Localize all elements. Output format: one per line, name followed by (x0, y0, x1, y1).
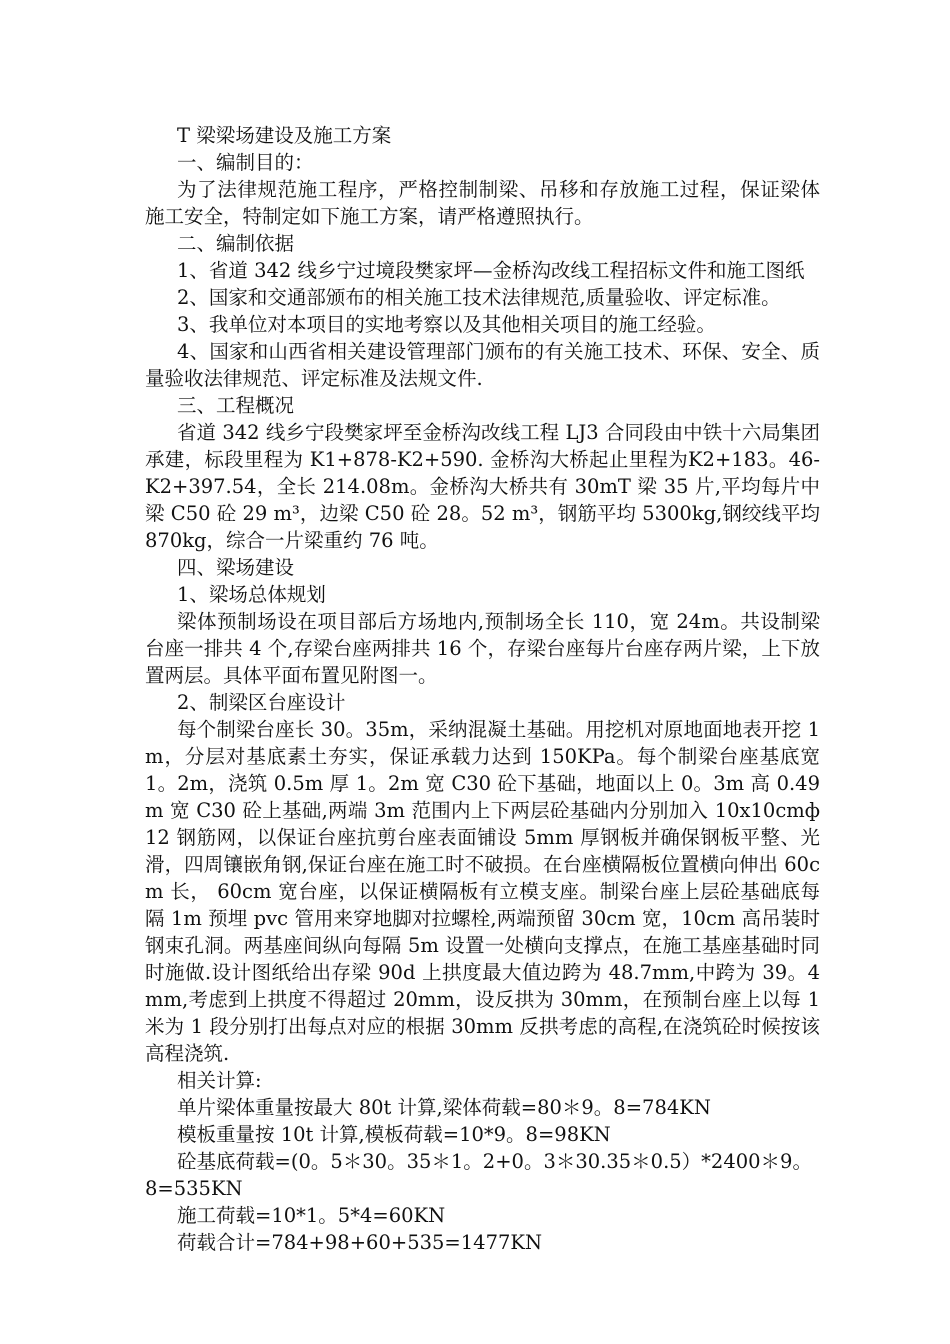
section-heading-yard: 四、梁场建设 (177, 556, 295, 579)
document-body (145, 122, 820, 1256)
section-heading-purpose: 一、编制目的： (177, 151, 314, 174)
paragraph-basis-2: 2、国家和交通部颁布的相关施工技术法律规范,质量验收、评定标准。 (177, 286, 781, 309)
paragraph-basis-4: 4、国家和山西省相关建设管理部门颁布的有关施工技术、环保、安全、质量验收法律规范、评定标准及法规文件. (145, 340, 820, 390)
subheading-pedestal-design: 2、制梁区台座设计 (177, 691, 346, 714)
calc-line-total-load: 荷载合计=784+98+60+535=1477KN (177, 1231, 543, 1254)
paragraph-purpose: 为了法律规范施工程序，严格控制制梁、吊移和存放施工过程，保证梁体施工安全，特制定如下施工方案，请严格遵照执行。 (145, 178, 820, 228)
paragraph-overview: 省道 342 线乡宁段樊家坪至金桥沟改线工程 LJ3 合同段由中铁十六局集团承建，标段里程为 K1+878-K2+590. 金桥沟大桥起止里程为K2+183。46-K2+397.54，全长 214.08m。金桥沟大桥共有 30mT 梁 35 片,平均每片中梁 C50 砼 29 m³，边梁 C50 砼 28。52 m³，钢筋平均 5300kg,钢绞线平均 870kg，综合一片梁重约 76 吨。 (145, 421, 820, 552)
paragraph-basis-3: 3、我单位对本项目的实地考察以及其他相关项目的施工经验。 (177, 313, 716, 336)
calc-line-construction-load: 施工荷载=10*1。5*4=60KN (177, 1204, 446, 1227)
calc-line-formwork-load: 模板重量按 10t 计算,模板荷载=10*9。8=98KN (177, 1123, 611, 1146)
paragraph-yard-plan: 梁体预制场设在项目部后方场地内,预制场全长 110，宽 24m。共设制梁台座一排共 4 个,存梁台座两排共 16 个，存梁台座每片台座存两片梁，上下放置两层。具体平面布置见附图一。 (145, 610, 820, 687)
subheading-yard-plan: 1、梁场总体规划 (177, 583, 326, 606)
section-heading-basis: 二、编制依据 (177, 232, 295, 255)
section-heading-overview: 三、工程概况 (177, 394, 295, 417)
subheading-calculations: 相关计算: (177, 1069, 262, 1092)
calc-line-beam-load: 单片梁体重量按最大 80t 计算,梁体荷载=80＊9。8=784KN (177, 1096, 711, 1119)
paragraph-basis-1: 1、省道 342 线乡宁过境段樊家坪—金桥沟改线工程招标文件和施工图纸 (177, 259, 805, 282)
document-title: T 梁梁场建设及施工方案 (177, 124, 392, 147)
calc-line-foundation-load: 砼基底荷载=(0。5＊30。35＊1。2+0。3＊30.35＊0.5）*2400＊9。8=535KN (145, 1150, 812, 1200)
paragraph-pedestal-design: 每个制梁台座长 30。35m，采纳混凝土基础。用挖机对原地面地表开挖 1m，分层对基底素土夯实，保证承载力达到 150KPa。每个制梁台座基底宽 1。2m，浇筑 0.5m 厚 1。2m 宽 C30 砼下基础，地面以上 0。3m 高 0.49m 宽 C30 砼上基础,两端 3m 范围内上下两层砼基础内分别加入 10x10cmф12 钢筋网，以保证台座抗剪台座表面铺设 5mm 厚钢板并确保钢板平整、光滑，四周镶嵌角钢,保证台座在施工时不破损。在台座横隔板位置横向伸出 60cm 长， 60cm 宽台座，以保证横隔板有立模支座。制梁台座上层砼基础底每隔 1m 预埋 pvc 管用来穿地脚对拉螺栓,两端预留 30cm 宽，10cm 高吊装时钢束孔洞。两基座间纵向每隔 5m 设置一处横向支撑点，在施工基座基础时同时施做.设计图纸给出存梁 90d 上拱度最大值边跨为 48.7mm,中跨为 39。4mm,考虑到上拱度不得超过 20mm，设反拱为 30mm，在预制台座上以每 1 米为 1 段分别打出每点对应的根据 30mm 反拱考虑的高程,在浇筑砼时候按该高程浇筑. (145, 718, 820, 1065)
